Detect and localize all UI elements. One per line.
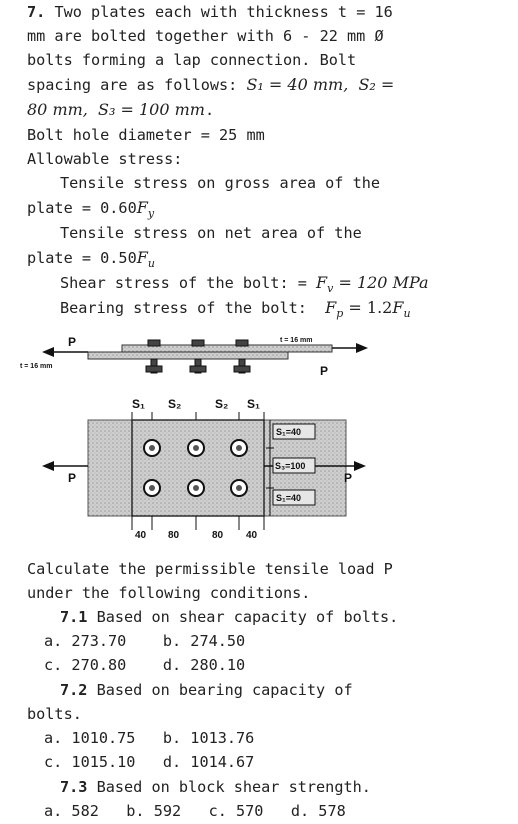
side-arrow-left-icon bbox=[42, 347, 54, 357]
top-label-s2-left: S₂ bbox=[168, 397, 182, 411]
q1-options-row-2: c. 270.80 d. 280.10 bbox=[44, 656, 246, 674]
bearing-sym2: F bbox=[392, 298, 404, 317]
plan-load-left: P bbox=[68, 471, 77, 485]
net-line-1: Tensile stress on net area of the bbox=[60, 224, 362, 242]
top-label-s1-left: S₁ bbox=[132, 397, 145, 411]
allowable-heading: Allowable stress: bbox=[27, 150, 183, 168]
problem-line-3: bolts forming a lap connection. Bolt bbox=[27, 51, 357, 69]
shear-val: = 120 MPa bbox=[333, 273, 429, 292]
problem-line-2: mm are bolted together with 6 - 22 mm Ø bbox=[27, 27, 384, 45]
q1-options-row-1: a. 273.70 b. 274.50 bbox=[44, 632, 246, 650]
dim-80-right: 80 bbox=[212, 530, 224, 541]
side-load-left: P bbox=[68, 335, 77, 349]
side-label-s1-bottom: S₁=40 bbox=[276, 493, 301, 503]
q1-number: 7.1 bbox=[60, 608, 88, 626]
side-arrow-right-icon bbox=[356, 343, 368, 353]
q3-text: Based on block shear strength. bbox=[87, 778, 371, 796]
q2-text: Based on bearing capacity of bbox=[87, 681, 353, 699]
problem-number: 7. bbox=[27, 3, 46, 21]
question-prompt-1: Calculate the permissible tensile load P bbox=[27, 560, 393, 578]
bolt-nut bbox=[234, 366, 250, 372]
net-lead: plate = 0.50 bbox=[27, 249, 137, 267]
plan-load-right: P bbox=[344, 471, 353, 485]
q3-heading bbox=[60, 775, 371, 799]
problem-line-1 bbox=[27, 0, 393, 24]
plan-arrow-right-icon bbox=[354, 461, 366, 471]
plan-arrow-left-icon bbox=[42, 461, 54, 471]
hole-diameter: Bolt hole diameter = 25 mm bbox=[27, 126, 265, 144]
side-load-right: P bbox=[320, 364, 329, 378]
bearing-sub2: u bbox=[403, 307, 411, 321]
intro-text-1: Two plates each with thickness t = 16 bbox=[54, 3, 393, 21]
lower-plate bbox=[88, 352, 288, 359]
bearing-sym: F bbox=[325, 298, 337, 317]
q2-options-row-1: a. 1010.75 b. 1013.76 bbox=[44, 729, 255, 747]
q3-options: a. 582 b. 592 c. 570 d. 578 bbox=[44, 802, 346, 820]
bolt-nut bbox=[190, 366, 206, 372]
top-label-s1-right: S₁ bbox=[247, 397, 260, 411]
problem-line-5 bbox=[27, 98, 214, 122]
net-sub: u bbox=[147, 257, 155, 271]
overlap-plate bbox=[132, 420, 264, 516]
side-thk-right: t = 16 mm bbox=[280, 337, 313, 344]
bearing-eq: = 1.2 bbox=[343, 298, 393, 317]
gross-lead: plate = 0.60 bbox=[27, 199, 137, 217]
bolt-nut bbox=[146, 366, 162, 372]
q1-heading bbox=[60, 605, 398, 629]
q1-text: Based on shear capacity of bolts. bbox=[87, 608, 399, 626]
bolt-head bbox=[148, 340, 160, 346]
bearing-lead: Bearing stress of the bolt: bbox=[60, 299, 326, 317]
q2-heading-cont: bolts. bbox=[27, 705, 82, 723]
spacing-s1: S₁ = 40 mm, S₂ = bbox=[246, 75, 395, 94]
bearing-stress-line bbox=[60, 296, 411, 326]
side-label-s1-top: S₁=40 bbox=[276, 427, 301, 437]
bolt-head bbox=[236, 340, 248, 346]
shear-sym: F bbox=[316, 273, 328, 292]
net-sym: F bbox=[136, 248, 148, 267]
dim-40-left: 40 bbox=[135, 530, 147, 541]
question-prompt-2: under the following conditions. bbox=[27, 584, 311, 602]
gross-line-1: Tensile stress on gross area of the bbox=[60, 174, 381, 192]
side-view bbox=[20, 335, 368, 378]
q2-number: 7.2 bbox=[60, 681, 88, 699]
q3-number: 7.3 bbox=[60, 778, 88, 796]
bolt-head bbox=[192, 340, 204, 346]
dim-40-right: 40 bbox=[246, 530, 258, 541]
gross-sub: y bbox=[147, 207, 155, 221]
spacing-s2-s3: 80 mm, S₃ = 100 mm bbox=[27, 100, 205, 119]
bearing-sub: p bbox=[336, 307, 344, 321]
top-label-s2-right: S₂ bbox=[215, 397, 229, 411]
top-spacing-labels bbox=[132, 397, 264, 420]
dim-80-left: 80 bbox=[168, 530, 180, 541]
shear-sub: v bbox=[327, 282, 334, 296]
shear-lead: Shear stress of the bolt: = bbox=[60, 274, 317, 292]
bottom-dimensions bbox=[132, 516, 264, 541]
gross-sym: F bbox=[136, 198, 148, 217]
side-thk-left: t = 16 mm bbox=[20, 363, 53, 370]
side-label-s3: S₃=100 bbox=[275, 461, 306, 471]
lap-connection-figure bbox=[20, 330, 370, 545]
q2-heading bbox=[60, 678, 353, 702]
problem-line-4 bbox=[27, 73, 394, 97]
spacing-end: . bbox=[204, 101, 215, 119]
spacing-lead: spacing are as follows: bbox=[27, 76, 247, 94]
q2-options-row-2: c. 1015.10 d. 1014.67 bbox=[44, 753, 255, 771]
plan-view bbox=[42, 420, 366, 516]
